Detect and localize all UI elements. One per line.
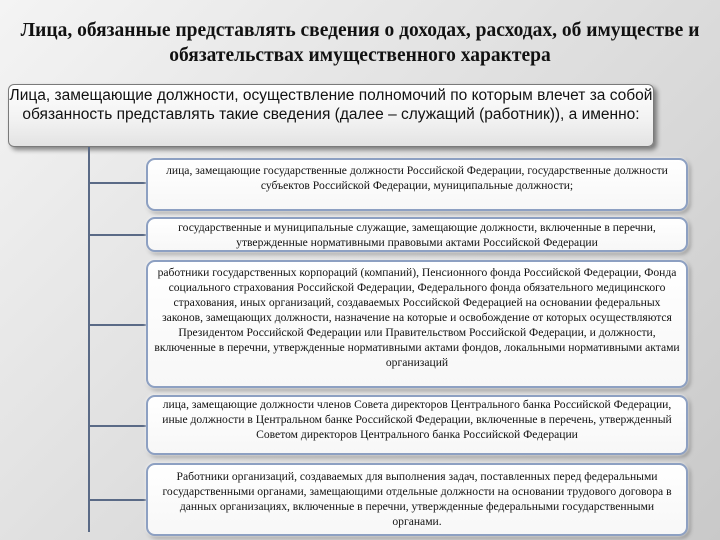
category-box-1: лица, замещающие государственные должности Российской Федерации, государственные должности субъектов Российской Федерации, муниципальные должности; xyxy=(146,158,688,211)
category-box-3: работники государственных корпораций (компаний), Пенсионного фонда Российской Федерации, Фонда социального страхования Российской Федерации, Федерального фонда обязательного медицинского страхования, иных организаций, создаваемых Российской Федерацией на основании федеральных законов, замещающих должности, назначение на которые и освобождение от которых осуществляются Президентом Российской Федерации или Правительством Российской Федерации, и должности, включенные в перечни, утвержденные нормативными актами фондов, локальными нормативными актами организаций xyxy=(146,260,688,388)
connector-branch xyxy=(88,324,148,326)
slide-title: Лица, обязанные представлять сведения о доходах, расходах, об имуществе и обязательствах имущественного характера xyxy=(20,20,700,66)
connector-branch xyxy=(88,234,148,236)
header-box: Лица, замещающие должности, осуществление полномочий по которым влечет за собой обязанность представлять такие сведения (далее – служащий (работник)), а именно: xyxy=(8,84,654,147)
connector-branch xyxy=(88,499,148,501)
category-box-4: лица, замещающие должности членов Совета директоров Центрального банка Российской Федерации, иные должности в Центральном банке Российской Федерации, включенные в перечень, утвержденный Советом директоров Центрального банка Российской Федерации xyxy=(146,395,688,455)
connector-branch xyxy=(88,182,148,184)
category-box-2: государственные и муниципальные служащие, замещающие должности, включенные в перечни, утвержденные нормативными правовыми актами Российской Федерации xyxy=(146,217,688,252)
connector-trunk xyxy=(88,147,90,532)
category-box-5: Работники организаций, создаваемых для выполнения задач, поставленных перед федеральными государственными органами, замещающими отдельные должности на основании трудового договора в данных организациях, включенные в перечни, утвержденные федеральными государственными органами. xyxy=(146,463,688,536)
connector-branch xyxy=(88,425,148,427)
